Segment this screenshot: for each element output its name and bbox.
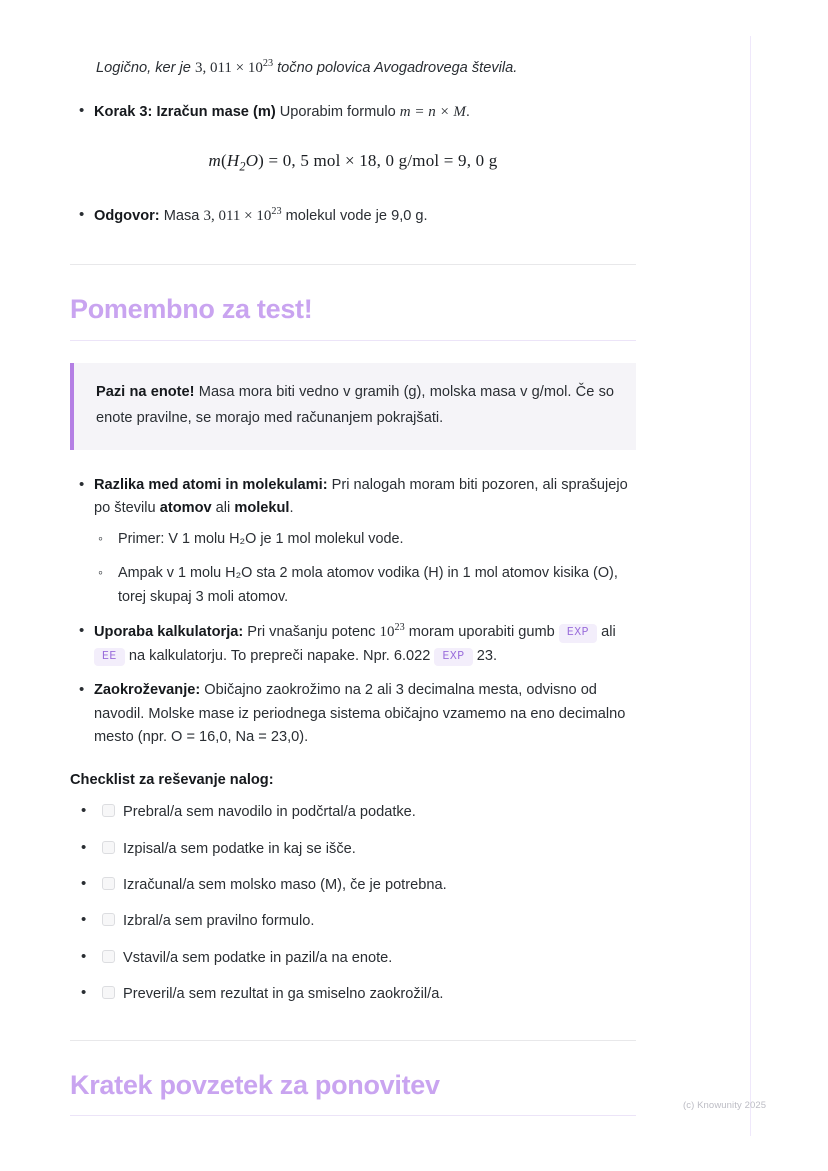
check-label: Prebral/a sem navodilo in podčrtal/a podatke. bbox=[123, 804, 416, 821]
list-item-check-4 bbox=[70, 911, 636, 931]
list-item-check-1 bbox=[70, 802, 636, 822]
answer-math-exponent: 23 bbox=[271, 206, 282, 218]
calculator-math-base: 10 bbox=[379, 623, 395, 640]
calculator-text-3: ali bbox=[597, 623, 616, 640]
list-item-check-2 bbox=[70, 839, 636, 859]
calculator-text-1: Pri vnašanju potenc bbox=[243, 623, 380, 640]
callout-body: Masa mora biti vedno v gramih (g), molska masa v g/mol. Če so enote pravilne, se morajo med računanjem pokrajšati. bbox=[96, 383, 614, 426]
checkbox-icon[interactable] bbox=[102, 877, 115, 890]
list-item-check-5 bbox=[70, 948, 636, 968]
important-bullet-list bbox=[70, 474, 636, 750]
list-item-answer bbox=[70, 204, 636, 229]
calculator-text-4: na kalkulatorju. To prepreči napake. Npr. 6.022 bbox=[124, 647, 435, 664]
step3-tail: . bbox=[465, 104, 470, 121]
checklist-title: Checklist za reševanje nalog: bbox=[70, 772, 274, 789]
calculator-math bbox=[379, 621, 405, 640]
rounding-label: Zaokroževanje: bbox=[94, 682, 201, 699]
formula-o: O bbox=[245, 150, 259, 170]
checkbox-icon[interactable] bbox=[102, 986, 115, 999]
checkbox-icon[interactable] bbox=[102, 913, 115, 926]
page-edge-rule bbox=[750, 36, 751, 1136]
list-item-step3 bbox=[70, 100, 636, 125]
copyright-footer: (c) Knowunity 2025 bbox=[683, 1100, 767, 1111]
callout-units bbox=[70, 363, 636, 450]
formula-paren-close: ) bbox=[258, 150, 265, 170]
formula-sub-2: 2 bbox=[239, 159, 246, 174]
step-list bbox=[70, 100, 636, 125]
formula-paren-open: ( bbox=[221, 150, 227, 170]
checkbox-icon[interactable] bbox=[102, 841, 115, 854]
formula-fn: m bbox=[208, 150, 221, 170]
list-item-check-3 bbox=[70, 875, 636, 895]
atoms-keyword: atomov bbox=[159, 500, 212, 517]
checklist bbox=[70, 802, 636, 1005]
calculator-text-5: 23. bbox=[472, 647, 498, 664]
list-item-rounding bbox=[70, 679, 636, 750]
checkbox-icon[interactable] bbox=[102, 804, 115, 817]
answer-list bbox=[70, 204, 636, 229]
logic-note-lead: Logično, ker je bbox=[96, 60, 195, 76]
callout-strong: Pazi na enote! bbox=[96, 383, 195, 400]
molecules-keyword: molekul bbox=[234, 500, 290, 517]
answer-text-before: Masa bbox=[159, 208, 204, 225]
check-label: Preveril/a sem rezultat in ga smiselno zaokrožil/a. bbox=[123, 986, 444, 1003]
logic-note-math bbox=[195, 60, 273, 76]
sub-list-item-example-1: ◦ Primer: V 1 molu H₂O je 1 mol molekul vode. bbox=[94, 528, 636, 551]
kbd-exp-2: EXP bbox=[434, 648, 472, 667]
kbd-ee: EE bbox=[94, 648, 125, 667]
formula-h: H bbox=[226, 150, 240, 170]
check-label: Izračunal/a sem molsko maso (M), če je potrebna. bbox=[123, 876, 447, 893]
list-item-atoms-molecules bbox=[70, 474, 636, 609]
logic-note bbox=[96, 56, 636, 80]
step3-formula: m = n × M bbox=[399, 104, 466, 121]
list-item-calculator bbox=[70, 620, 636, 668]
atoms-molecules-label: Razlika med atomi in molekulami: bbox=[94, 476, 328, 493]
section-heading-important: Pomembno za test! bbox=[70, 293, 313, 324]
check-label: Vstavil/a sem podatke in pazil/a na enote. bbox=[123, 949, 393, 966]
atoms-molecules-text-1: Pri nalogah moram biti pozoren, ali sprašujejo po številu bbox=[94, 476, 628, 517]
list-item-check-6 bbox=[70, 984, 636, 1004]
calculator-math-exponent: 23 bbox=[394, 621, 405, 633]
atoms-molecules-text-2: ali bbox=[211, 500, 235, 517]
kbd-exp-1: EXP bbox=[559, 624, 597, 643]
step3-text: Uporabim formulo bbox=[275, 104, 400, 121]
atoms-molecules-text-3: . bbox=[289, 500, 294, 517]
step3-label: Korak 3: Izračun mase (m) bbox=[94, 104, 276, 121]
formula-rhs: = 0, 5 mol × 18, 0 g/mol = 9, 0 g bbox=[264, 150, 498, 170]
answer-math-base: 3, 011 × 10 bbox=[203, 208, 272, 225]
answer-text-after: molekul vode je 9,0 g. bbox=[281, 208, 428, 225]
checkbox-icon[interactable] bbox=[102, 950, 115, 963]
logic-note-math-base: 3, 011 × 10 bbox=[194, 60, 263, 76]
rounding-text: Običajno zaokrožimo na 2 ali 3 decimalna mesta, odvisno od navodil. Molske mase iz periodnega sistema običajno vzamemo na eno decimalno mesto (npr. O = 16,0, Na = 23,0). bbox=[94, 682, 626, 746]
logic-note-math-exponent: 23 bbox=[262, 58, 274, 69]
section-heading-summary: Kratek povzetek za ponovitev bbox=[70, 1069, 440, 1100]
calculator-label: Uporaba kalkulatorja: bbox=[94, 623, 244, 640]
atoms-molecules-sublist bbox=[94, 528, 636, 609]
answer-label: Odgovor: bbox=[94, 208, 160, 225]
check-label: Izbral/a sem pravilno formulo. bbox=[123, 913, 315, 930]
check-label: Izpisal/a sem podatke in kaj se išče. bbox=[123, 840, 356, 857]
heading-underline-summary bbox=[70, 1115, 636, 1116]
callout-text bbox=[96, 380, 614, 432]
logic-note-tail: točno polovica Avogadrovega števila. bbox=[273, 60, 518, 76]
heading-underline-important bbox=[70, 340, 636, 341]
calculator-text-2: moram uporabiti gumb bbox=[404, 623, 559, 640]
note-content bbox=[70, 56, 636, 1116]
answer-math bbox=[203, 208, 281, 224]
sub-list-item-example-2: ◦ Ampak v 1 molu H₂O sta 2 mola atomov vodika (H) in 1 mol atomov kisika (O), torej skupaj 3 moli atomov. bbox=[94, 562, 636, 609]
display-formula-mass bbox=[70, 151, 636, 174]
